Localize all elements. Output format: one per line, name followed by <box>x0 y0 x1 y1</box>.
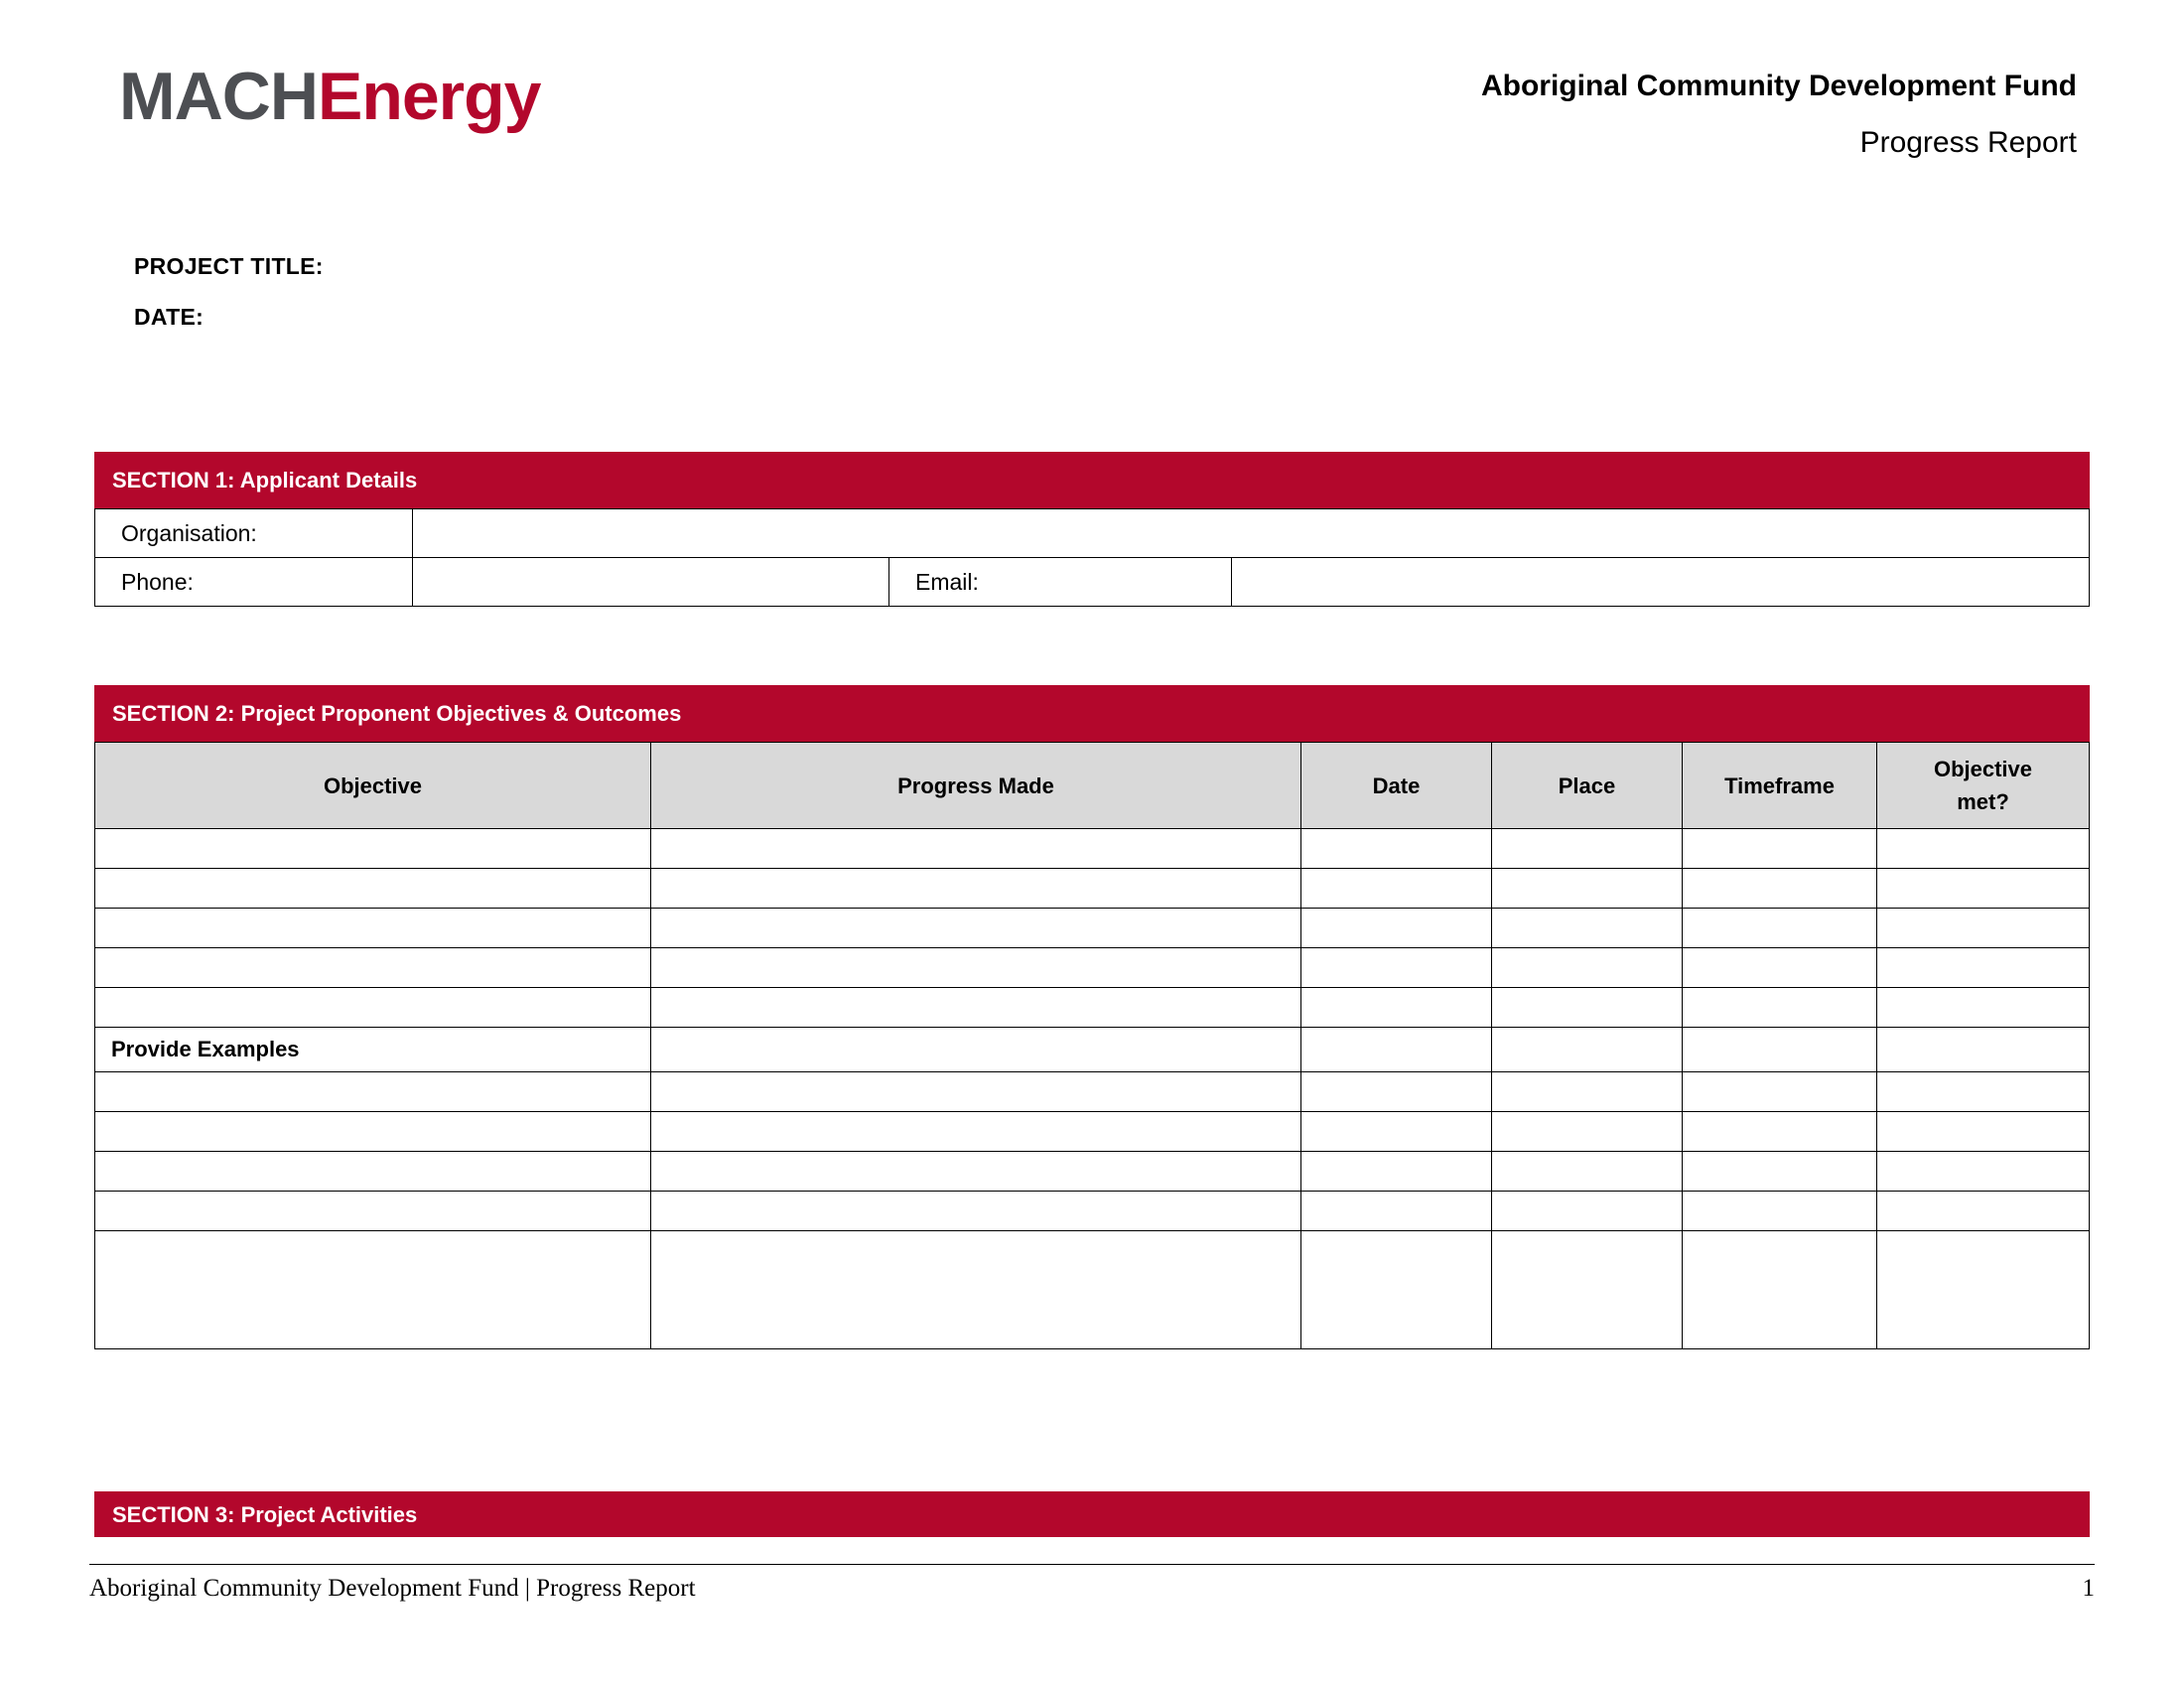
table-header-row <box>95 743 2090 829</box>
column-header-place: Place <box>1492 743 1683 829</box>
cell-timeframe[interactable] <box>1683 948 1877 988</box>
cell-objective-met[interactable] <box>1877 1152 2090 1192</box>
cell-place[interactable] <box>1492 869 1683 909</box>
table-row <box>95 948 2090 988</box>
project-title-label: PROJECT TITLE: <box>134 253 324 279</box>
column-header-date: Date <box>1301 743 1492 829</box>
cell-timeframe[interactable] <box>1683 869 1877 909</box>
report-type: Progress Report <box>1859 125 2077 159</box>
cell-place[interactable] <box>1492 909 1683 948</box>
column-header-progress-made: Progress Made <box>651 743 1301 829</box>
cell-timeframe[interactable] <box>1683 1152 1877 1192</box>
cell-date[interactable] <box>1301 1152 1492 1192</box>
table-row <box>95 869 2090 909</box>
cell-progress[interactable] <box>651 948 1301 988</box>
email-label: Email: <box>889 558 1232 607</box>
cell-objective[interactable] <box>95 1192 651 1231</box>
document-meta <box>134 253 324 354</box>
cell-date[interactable] <box>1301 988 1492 1028</box>
cell-progress[interactable] <box>651 1072 1301 1112</box>
cell-date[interactable] <box>1301 1112 1492 1152</box>
date-label: DATE: <box>134 304 205 330</box>
cell-progress[interactable] <box>651 1112 1301 1152</box>
table-row <box>95 509 2090 558</box>
cell-objective-met[interactable] <box>1877 988 2090 1028</box>
cell-objective-met[interactable] <box>1877 869 2090 909</box>
cell-place[interactable] <box>1492 1028 1683 1072</box>
cell-progress[interactable] <box>651 988 1301 1028</box>
cell-date[interactable] <box>1301 1072 1492 1112</box>
document-header <box>0 0 2184 199</box>
column-header-objective: Objective <box>95 743 651 829</box>
cell-timeframe[interactable] <box>1683 1231 1877 1349</box>
cell-date[interactable] <box>1301 1028 1492 1072</box>
cell-objective-met[interactable] <box>1877 1072 2090 1112</box>
cell-objective[interactable] <box>95 829 651 869</box>
applicant-details-table <box>94 508 2090 607</box>
cell-place[interactable] <box>1492 829 1683 869</box>
page-footer <box>89 1564 2095 1603</box>
section-3 <box>94 1491 2090 1537</box>
cell-timeframe[interactable] <box>1683 1028 1877 1072</box>
machenergy-logo <box>119 58 541 135</box>
column-header-objective-met <box>1877 743 2090 829</box>
cell-timeframe[interactable] <box>1683 1192 1877 1231</box>
cell-place[interactable] <box>1492 1112 1683 1152</box>
table-row-examples <box>95 1028 2090 1072</box>
cell-timeframe[interactable] <box>1683 829 1877 869</box>
section-1 <box>94 452 2090 607</box>
phone-label: Phone: <box>95 558 413 607</box>
table-row <box>95 1112 2090 1152</box>
cell-objective-met[interactable] <box>1877 1192 2090 1231</box>
cell-date[interactable] <box>1301 1231 1492 1349</box>
cell-date[interactable] <box>1301 1192 1492 1231</box>
cell-objective-met[interactable] <box>1877 1028 2090 1072</box>
table-row <box>95 1192 2090 1231</box>
logo-text-energy: Energy <box>317 59 541 134</box>
email-input[interactable] <box>1232 558 2090 607</box>
section-3-heading: SECTION 3: Project Activities <box>94 1491 2090 1537</box>
objectives-outcomes-table <box>94 742 2090 1349</box>
cell-place[interactable] <box>1492 988 1683 1028</box>
table-row <box>95 1231 2090 1349</box>
cell-date[interactable] <box>1301 829 1492 869</box>
cell-objective[interactable] <box>95 988 651 1028</box>
cell-place[interactable] <box>1492 1072 1683 1112</box>
cell-objective-met[interactable] <box>1877 1231 2090 1349</box>
cell-objective[interactable] <box>95 1072 651 1112</box>
cell-objective-met[interactable] <box>1877 909 2090 948</box>
logo-text-mach: MACH <box>119 59 318 134</box>
section-1-heading: SECTION 1: Applicant Details <box>94 452 2090 508</box>
table-row <box>95 988 2090 1028</box>
cell-date[interactable] <box>1301 948 1492 988</box>
table-row <box>95 1152 2090 1192</box>
cell-progress[interactable] <box>651 1152 1301 1192</box>
page-number: 1 <box>2082 1575 2095 1602</box>
phone-input[interactable] <box>413 558 889 607</box>
header-titles <box>1481 70 2077 160</box>
cell-objective[interactable] <box>95 869 651 909</box>
provide-examples-label: Provide Examples <box>95 1028 651 1072</box>
cell-objective-met[interactable] <box>1877 948 2090 988</box>
organisation-input[interactable] <box>413 509 2090 558</box>
objective-met-line-1: Objective <box>1933 757 2033 781</box>
footer-text: Aboriginal Community Development Fund | Progress Report <box>89 1575 696 1602</box>
cell-place[interactable] <box>1492 1152 1683 1192</box>
cell-timeframe[interactable] <box>1683 1072 1877 1112</box>
cell-progress[interactable] <box>651 869 1301 909</box>
cell-timeframe[interactable] <box>1683 1112 1877 1152</box>
section-2 <box>94 685 2090 1349</box>
cell-timeframe[interactable] <box>1683 988 1877 1028</box>
table-row <box>95 558 2090 607</box>
cell-objective[interactable] <box>95 948 651 988</box>
cell-timeframe[interactable] <box>1683 909 1877 948</box>
column-header-timeframe: Timeframe <box>1683 743 1877 829</box>
cell-place[interactable] <box>1492 948 1683 988</box>
cell-date[interactable] <box>1301 909 1492 948</box>
cell-objective-met[interactable] <box>1877 829 2090 869</box>
cell-objective[interactable] <box>95 909 651 948</box>
cell-progress[interactable] <box>651 1192 1301 1231</box>
table-row <box>95 829 2090 869</box>
cell-place[interactable] <box>1492 1192 1683 1231</box>
organisation-label: Organisation: <box>95 509 413 558</box>
cell-progress[interactable] <box>651 1231 1301 1349</box>
cell-objective[interactable] <box>95 1231 651 1349</box>
cell-date[interactable] <box>1301 869 1492 909</box>
cell-progress[interactable] <box>651 909 1301 948</box>
table-row <box>95 1072 2090 1112</box>
cell-objective[interactable] <box>95 1112 651 1152</box>
objective-met-line-2: met? <box>1957 789 2009 814</box>
cell-place[interactable] <box>1492 1231 1683 1349</box>
cell-objective-met[interactable] <box>1877 1112 2090 1152</box>
cell-progress[interactable] <box>651 1028 1301 1072</box>
cell-progress[interactable] <box>651 829 1301 869</box>
cell-objective[interactable] <box>95 1152 651 1192</box>
section-2-heading: SECTION 2: Project Proponent Objectives & Outcomes <box>94 685 2090 742</box>
table-row <box>95 909 2090 948</box>
fund-title: Aboriginal Community Development Fund <box>1480 70 2077 102</box>
